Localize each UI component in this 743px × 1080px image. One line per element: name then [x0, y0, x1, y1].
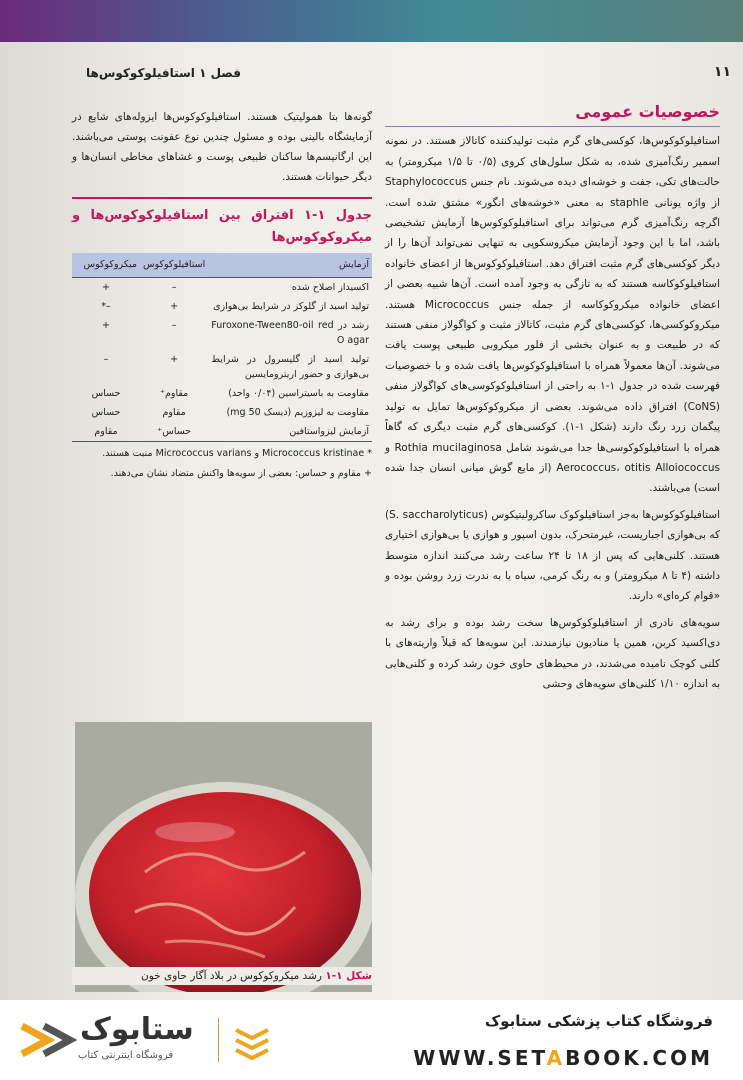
table-row — [72, 422, 372, 442]
table-cell: –* — [101, 301, 111, 312]
url-suffix: BOOK.COM — [565, 1046, 713, 1070]
table-row — [72, 403, 372, 422]
left-column — [72, 107, 372, 482]
logo-brand-text: ستابوک — [80, 1012, 194, 1047]
table-cell: مقاوم — [162, 407, 186, 418]
table-cell: حساس — [91, 388, 121, 399]
table-title: جدول ۱-۱ افتراق بین استافیلوکوکوس‌ها و میکروکوکوس‌ها — [72, 197, 372, 249]
column-header: میکروکوکوس — [72, 253, 140, 278]
section-title: خصوصیات عمومی — [385, 102, 720, 127]
table-cell: + — [170, 301, 179, 312]
figure-caption — [72, 967, 372, 985]
running-header — [60, 64, 731, 84]
table-cell: حساس — [91, 407, 121, 418]
book-page — [0, 42, 743, 1000]
table-cell: – — [103, 354, 109, 365]
table-row — [72, 350, 372, 384]
store-name: فروشگاه کتاب پزشکی ستابوک — [484, 1012, 713, 1030]
paragraph: استافیلوکوکوس‌ها به‌جز استافیلوکوک ساکرولیتیکوس (S. saccharolyticus) که بی‌هوازی اجباریست، غیرمتحرک، بدون اسپور و هوازی یا بی‌هوازی اختیاری هستند. کلنی‌هایی که پس از ۱۸ تا ۲۴ ساعت رشد می‌کنند اندازه متوسط داشته (۴ تا ۸ میکرومتر) و به رنگ کرمی، سیاه یا به ندرت زرد روشن بوده و «قوام کره‌ای» دارند. — [385, 508, 721, 603]
table-cell: مقاومت به لیزوزیم (دیسک 50 mg) — [226, 407, 369, 418]
store-url[interactable] — [413, 1046, 713, 1070]
store-footer — [0, 1000, 743, 1080]
page-number: ۱۱ — [713, 64, 731, 80]
footer-divider — [218, 1018, 219, 1062]
intro-paragraph: گونه‌ها بتا همولیتیک هستند. استافیلوکوکوس‌ها ایزوله‌های شایع در آزمایشگاه بالینی بوده و مسئول چندین نوع عفونت پوستی می‌باشند. این ارگانیسم‌ها ساکنان طبیعی پوست و غشاهای مخاطی انسان‌ها و دیگر حیوانات هستند. — [72, 111, 372, 183]
table-footnote: + مقاوم و حساس: بعضی از سویه‌ها واکنش متضاد نشان می‌دهند. — [110, 468, 372, 479]
top-color-band — [0, 0, 743, 42]
column-header: استافیلوکوکوس — [140, 253, 208, 278]
url-accent-letter: A — [546, 1046, 566, 1070]
agar-plate-photo — [75, 722, 372, 992]
figure-caption-text: رشد میکروکوکوس در بلاد آگار حاوی خون — [141, 970, 322, 982]
table-cell: – — [171, 282, 177, 293]
figure-caption-label: شکل ۱-۱ — [325, 970, 372, 982]
table-cell: – — [171, 320, 177, 331]
table-cell: تولید اسید از گلیسرول در شرایط بی‌هوازی و حضور اریترومایسین — [211, 354, 369, 380]
paragraph: استافیلوکوکوس‌ها، کوکسی‌های گرم مثبت تولیدکننده کاتالاز هستند. در نمونه اسمیر رنگ‌آمیزی شده، به شکل سلول‌های کروی (۰/۵ تا ۱/۵ میکرومتر) به حالت‌های تکی، جفت و خوشه‌ای دیده می‌شوند. نام جنس Staphylococcus از واژه یونانی staphle به معنی «خوشه‌های انگور» مشتق شده است. اگرچه رنگ‌آمیزی گرم می‌تواند برای استافیلوکوکوس‌ها آزمایش تشخیصی باشد، اما با این وجود آزمایش میکروسکوپی به تنهایی نمی‌تواند آن‌ها را از دیگر کوکسی‌های گرم مثبت افتراق دهد. استافیلوکوکوس‌ها از اعضای خانواده استافیلوکوکاسه هستند که به تازگی به وجود آمده است. آن‌ها شبیه بعضی از اعضای خانواده میکروکوکاسه از جمله جنس Micrococcus هستند. میکروکوکسی‌ها، کوکسی‌های گرم مثبت، کاتالاز مثبت و کواگولاز منفی هستند که در طبیعت و به عنوان بخشی از فلور میکروبی طبیعی پوست یافت می‌شوند. آن‌ها معمولاً همراه با استافیلوکوکوس‌ها یافت شده و با خصوصیات فهرست شده در جدول ۱-۱ به راحتی از استافیلوکوکوسی‌های کواگولاز منفی (CoNS) افتراق داده می‌شوند. بعضی از میکروکوکوس‌ها تمایل به تولید پیگمان زرد رنگ دارند (شکل ۱-۱). کوکسی‌های گرم مثبت دیگری که گاهاً همراه با استافیلوکوکوسی‌ها جدا می‌شوند شامل Rothia mucilaginosa و Aerococcus، otitis Alloiococcus (از مایع گوش میانی انسان جدا شده است) می‌باشند. — [385, 135, 721, 495]
logo-tagline: فروشگاه اینترنتی کتاب — [78, 1050, 174, 1061]
table-cell: آزمایش لیزواستافین — [208, 422, 372, 442]
book-stack-icon — [232, 1022, 272, 1062]
table-cell: + — [102, 282, 110, 293]
table-cell: رشد در Furoxone-Tween80-oil red O agar — [211, 320, 369, 346]
blood-agar — [89, 792, 361, 992]
table-row — [72, 316, 372, 350]
table-row — [72, 297, 372, 316]
agar-plate-image — [75, 722, 372, 992]
table-cell: تولید اسید از گلوکز در شرایط بی‌هوازی — [213, 301, 369, 312]
table-cell: + — [102, 320, 110, 331]
chapter-title: فصل ۱ استافیلوکوکوس‌ها — [86, 66, 241, 80]
differentiation-table — [72, 253, 372, 442]
table-cell: حساس⁺ — [140, 422, 208, 442]
table-cell: مقاوم — [72, 422, 140, 442]
right-column — [385, 102, 720, 700]
table-cell: + — [170, 354, 179, 365]
table-footnote: * Micrococcus kristinae و Micrococcus varians منبت هستند. — [102, 448, 372, 459]
table-row — [72, 278, 372, 298]
setabook-logo — [18, 1012, 268, 1070]
table-cell: مقاوم⁺ — [160, 388, 189, 399]
paragraph: سویه‌های نادری از استافیلوکوکوس‌ها سخت رشد بوده و برای رشد به دی‌اکسید کربن، همین یا منادیون نیازمندند. این سویه‌ها که قبلاً واریته‌های با کلنی کوچک نامیده می‌شدند، در محیط‌های حاوی خون رشد کرده و کلنی‌هایی به اندازه ۱/۱۰ کلنی‌های سویه‌های وحشی — [385, 616, 720, 690]
table-row — [72, 384, 372, 403]
logo-chevrons-icon — [18, 1018, 78, 1062]
column-header: آزمایش — [208, 253, 372, 278]
table-cell: مقاومت به باسیتراسین (۰/۰۴ واحد) — [228, 388, 369, 399]
url-prefix: WWW.SET — [413, 1046, 547, 1070]
table-cell: اکسیداز اصلاح شده — [291, 282, 369, 293]
table-header-row — [72, 253, 372, 278]
